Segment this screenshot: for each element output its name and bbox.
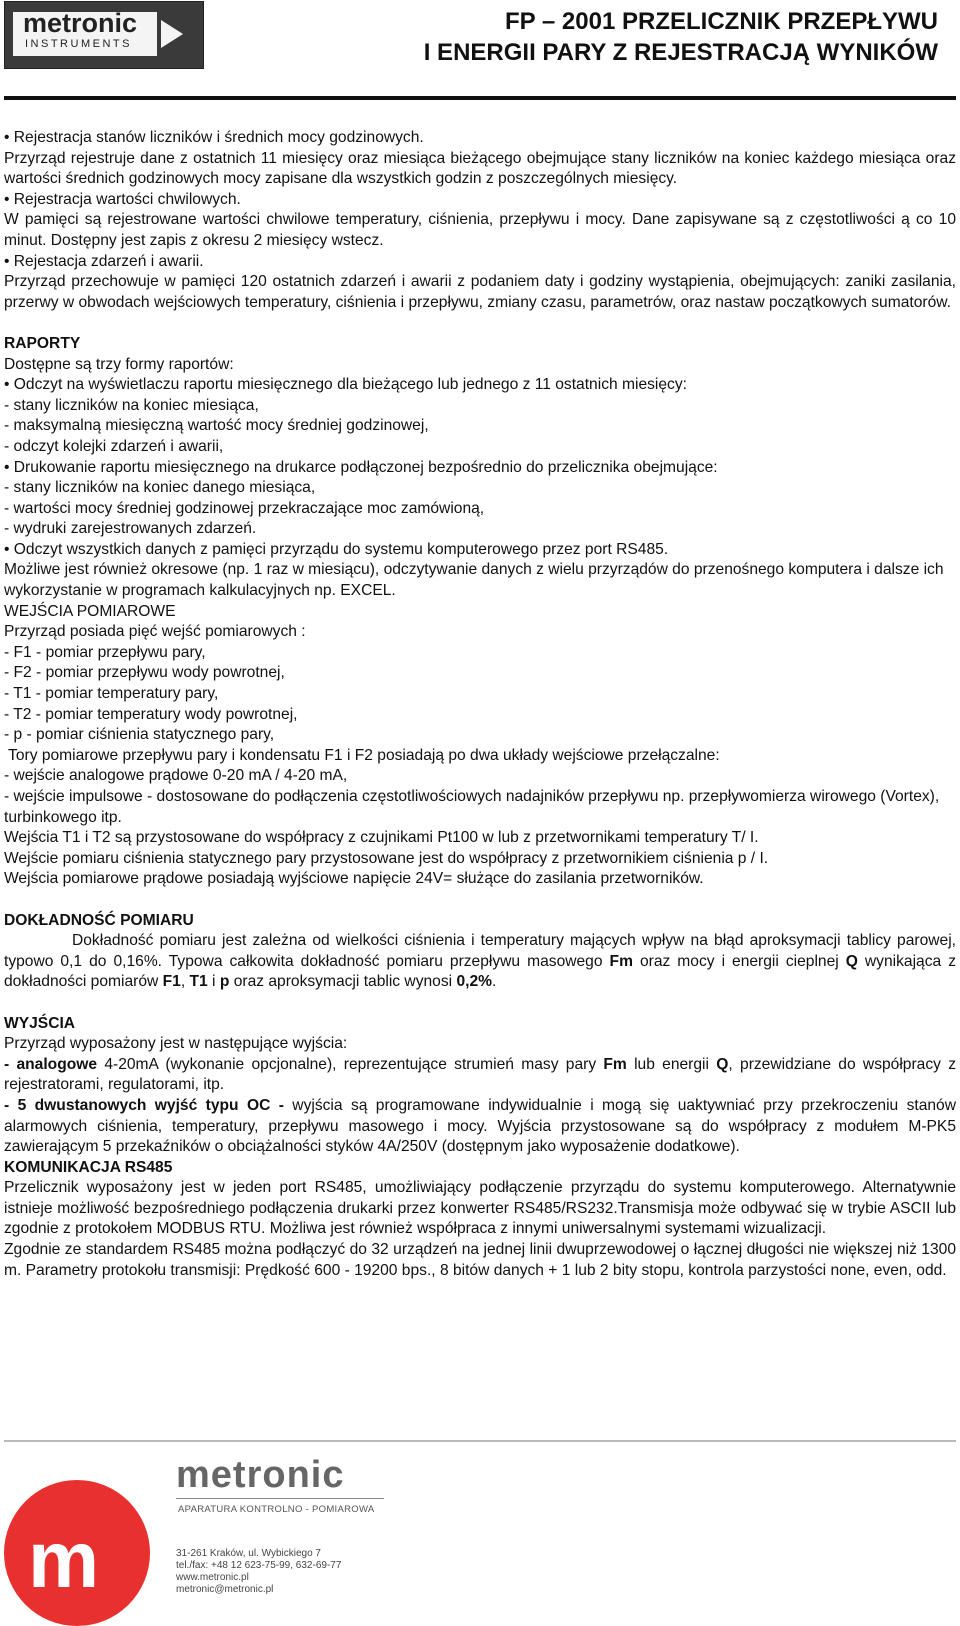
address-line: 31-261 Kraków, ul. Wybickiego 7	[176, 1548, 321, 1559]
list-item-analogowe: - analogowe 4-20mA (wykonanie opcjonalne), reprezentujące strumień masy pary Fm lub energii Q, przewidziane do współpracy z rejestratorami, regulatorami, itp.	[4, 1055, 957, 1094]
paragraph: Przyrząd posiada pięć wejść pomiarowych :	[4, 623, 306, 641]
list-item: - stany liczników na koniec miesiąca,	[4, 396, 259, 414]
list-item: - odczyt kolejki zdarzeń i awarii,	[4, 437, 224, 455]
email-link[interactable]: metronic@metronic.pl	[176, 1584, 274, 1595]
paragraph: Przyrząd rejestruje dane z ostatnich 11 miesięcy oraz miesiąca bieżącego obejmujące stany liczników na koniec każdego miesiąca oraz wartości średnich godzinowych mocy zapisane dla wszystkich godzin z poszczególnych miesięcy.	[4, 149, 956, 188]
brand-divider	[176, 1498, 384, 1499]
list-item: • Drukowanie raportu miesięcznego na drukarce podłączonej bezpośrednio do przelicznika obejmujące:	[4, 458, 718, 476]
section-heading-raporty: RAPORTY	[4, 334, 81, 352]
paragraph: Tory pomiarowe przepływu pary i kondensatu F1 i F2 posiadają po dwa układy wejściowe przełączalne:	[4, 746, 720, 764]
paragraph: Przyrząd wyposażony jest w następujące wyjścia:	[4, 1035, 348, 1053]
bullet-rejestracja-licznikow: • Rejestracja stanów liczników i średnich mocy godzinowych.	[4, 129, 424, 146]
list-item: - wartości mocy średniej godzinowej przekraczające moc zamówioną,	[4, 499, 485, 517]
brand-wordmark: metronic	[176, 1454, 345, 1496]
bullet-zdarzenia: • Rejestacja zdarzeń i awarii.	[4, 252, 204, 270]
document-title	[424, 6, 938, 68]
list-item: - T1 - pomiar temperatury pary,	[4, 685, 219, 703]
list-item: - wejście impulsowe - dostosowane do podłączenia częstotliwościowych nadajników przepływu np. przepływomierza wirowego (Vortex), turbinkowego itp.	[4, 788, 940, 826]
logo-subtitle: INSTRUMENTS	[25, 38, 132, 50]
paragraph: Wejście pomiaru ciśnienia statycznego pary przystosowane jest do współpracy z przetwornikiem ciśnienia p / I.	[4, 849, 769, 867]
paragraph: W pamięci są rejestrowane wartości chwilowe temperatury, ciśnienia, przepływu i mocy. Dane zapisywane są z częstotliwości ą co 10 minut. Dostępny jest zapis z okresu 2 miesięcy wstecz.	[4, 211, 956, 249]
paragraph: Możliwe jest również okresowe (np. 1 raz w miesiącu), odczytywanie danych z wielu przyrządów do przenośnego komputera i dalsze ich wykorzystanie w programach kalkulacyjnych np. EXCEL.	[4, 561, 944, 600]
list-item: - p - pomiar ciśnienia statycznego pary,	[4, 726, 275, 744]
paragraph: Przyrząd przechowuje w pamięci 120 ostatnich zdarzeń i awarii z podaniem daty i godziny wystąpienia, obejmujących: zaniki zasilania, przerwy w obwodach wejściowych temperatury, ciśnienia i przepływu, zmiany czasu, parametrów, oraz nastaw początkowych sumatorów.	[4, 273, 956, 311]
page-header	[0, 0, 960, 100]
list-item: - T2 - pomiar temperatury wody powrotnej,	[4, 705, 298, 723]
website-link[interactable]: www.metronic.pl	[176, 1572, 249, 1583]
company-logo	[4, 1, 204, 69]
list-item: - stany liczników na koniec danego miesiąca,	[4, 479, 316, 497]
list-item: • Odczyt na wyświetlaczu raportu miesięcznego dla bieżącego lub jednego z 11 ostatnich miesięcy:	[4, 376, 687, 394]
list-item: - F2 - pomiar przepływu wody powrotnej,	[4, 664, 285, 682]
arrow-icon	[161, 20, 183, 48]
list-item: - F1 - pomiar przepływu pary,	[4, 643, 206, 661]
list-item: - wydruki zarejestrowanych zdarzeń.	[4, 520, 257, 538]
list-item-dwustanowe: - 5 dwustanowych wyjść typu OC - wyjścia są programowane indywidualnie i mogą się uaktywniać przy przekroczeniu stanów alarmowych ciśnienia, temperatury, przepływu masowego i mocy. Wyjścia przystosowane są do współpracy z modułem M-PK5 zawierającym 5 przekaźników o obciążalności styków 4A/250V (dostępnym jako wyposażenie dodatkowe).	[4, 1096, 956, 1156]
title-line-2: I ENERGII PARY Z REJESTRACJĄ WYNIKÓW	[423, 39, 938, 66]
header-divider	[4, 96, 956, 100]
list-item: • Odczyt wszystkich danych z pamięci przyrządu do systemu komputerowego przez port RS485.	[4, 540, 669, 558]
paragraph: Zgodnie ze standardem RS485 można podłączyć do 32 urządzeń na jednej linii dwuprzewodowej o łącznej długości nie większej niż 1300 m. Parametry protokołu transmisji: Prędkość 600 - 19200 bps., 8 bitów danych + 1 lub 2 bity stopu, kontrola parzystości none, even, odd.	[4, 1241, 956, 1279]
section-heading-wejscia: WEJŚCIA POMIAROWE	[4, 602, 176, 620]
paragraph: Wejścia T1 i T2 są przystosowane do współpracy z czujnikami Pt100 w lub z przetwornikami temperatury T/ I.	[4, 829, 759, 847]
paragraph-dokladnosc: Dokładność pomiaru jest zależna od wielkości ciśnienia i temperatury mających wpływ na błąd aproksymacji tablicy parowej, typowo 0,1 do 0,16%. Typowa całkowita dokładność pomiaru przepływu masowego Fm oraz mocy i energii cieplnej Q wynikająca z dokładności pomiarów F1, T1 i p oraz aproksymacji tablic wynosi 0,2%.	[4, 932, 956, 991]
list-item: - wejście analogowe prądowe 0-20 mA / 4-20 mA,	[4, 767, 348, 785]
paragraph: Przelicznik wyposażony jest w jeden port RS485, umożliwiający podłączenie przyrządu do systemu komputerowego. Alternatywnie istnieje możliwość bezpośredniego podłączenia drukarki przez konwerter RS485/RS232.Transmisja może odbywać się w trybie ASCII lub zgodnie z protokołem MODBUS RTU. Możliwa jest również współpraca z innymi uniwersalnymi systemami wizualizacji.	[4, 1179, 956, 1238]
phone-line: tel./fax: +48 12 623-75-99, 632-69-77	[176, 1560, 342, 1571]
brand-m-glyph: m	[28, 1515, 100, 1604]
paragraph: Dostępne są trzy formy raportów:	[4, 355, 234, 373]
section-heading-komunikacja: KOMUNIKACJA RS485	[4, 1158, 173, 1176]
footer-divider	[4, 1440, 956, 1442]
section-heading-dokladnosc: DOKŁADNOŚĆ POMIARU	[4, 911, 194, 929]
brand-circle-logo	[4, 1480, 150, 1626]
list-item: - maksymalną miesięczną wartość mocy średniej godzinowej,	[4, 417, 429, 435]
document-body	[4, 128, 956, 1281]
paragraph: Wejścia pomiarowe prądowe posiadają wyjściowe napięcie 24V= służące do zasilania przetworników.	[4, 870, 704, 888]
brand-tagline: APARATURA KONTROLNO - POMIAROWA	[178, 1504, 375, 1515]
contact-address	[176, 1548, 341, 1596]
bullet-wartosci-chwilowe: • Rejestracja wartości chwilowych.	[4, 190, 241, 208]
section-heading-wyjscia: WYJŚCIA	[4, 1014, 76, 1032]
page-footer	[0, 1440, 960, 1609]
title-line-1: FP – 2001 PRZELICZNIK PRZEPŁYWU	[505, 8, 938, 35]
logo-name: metronic	[23, 8, 138, 38]
